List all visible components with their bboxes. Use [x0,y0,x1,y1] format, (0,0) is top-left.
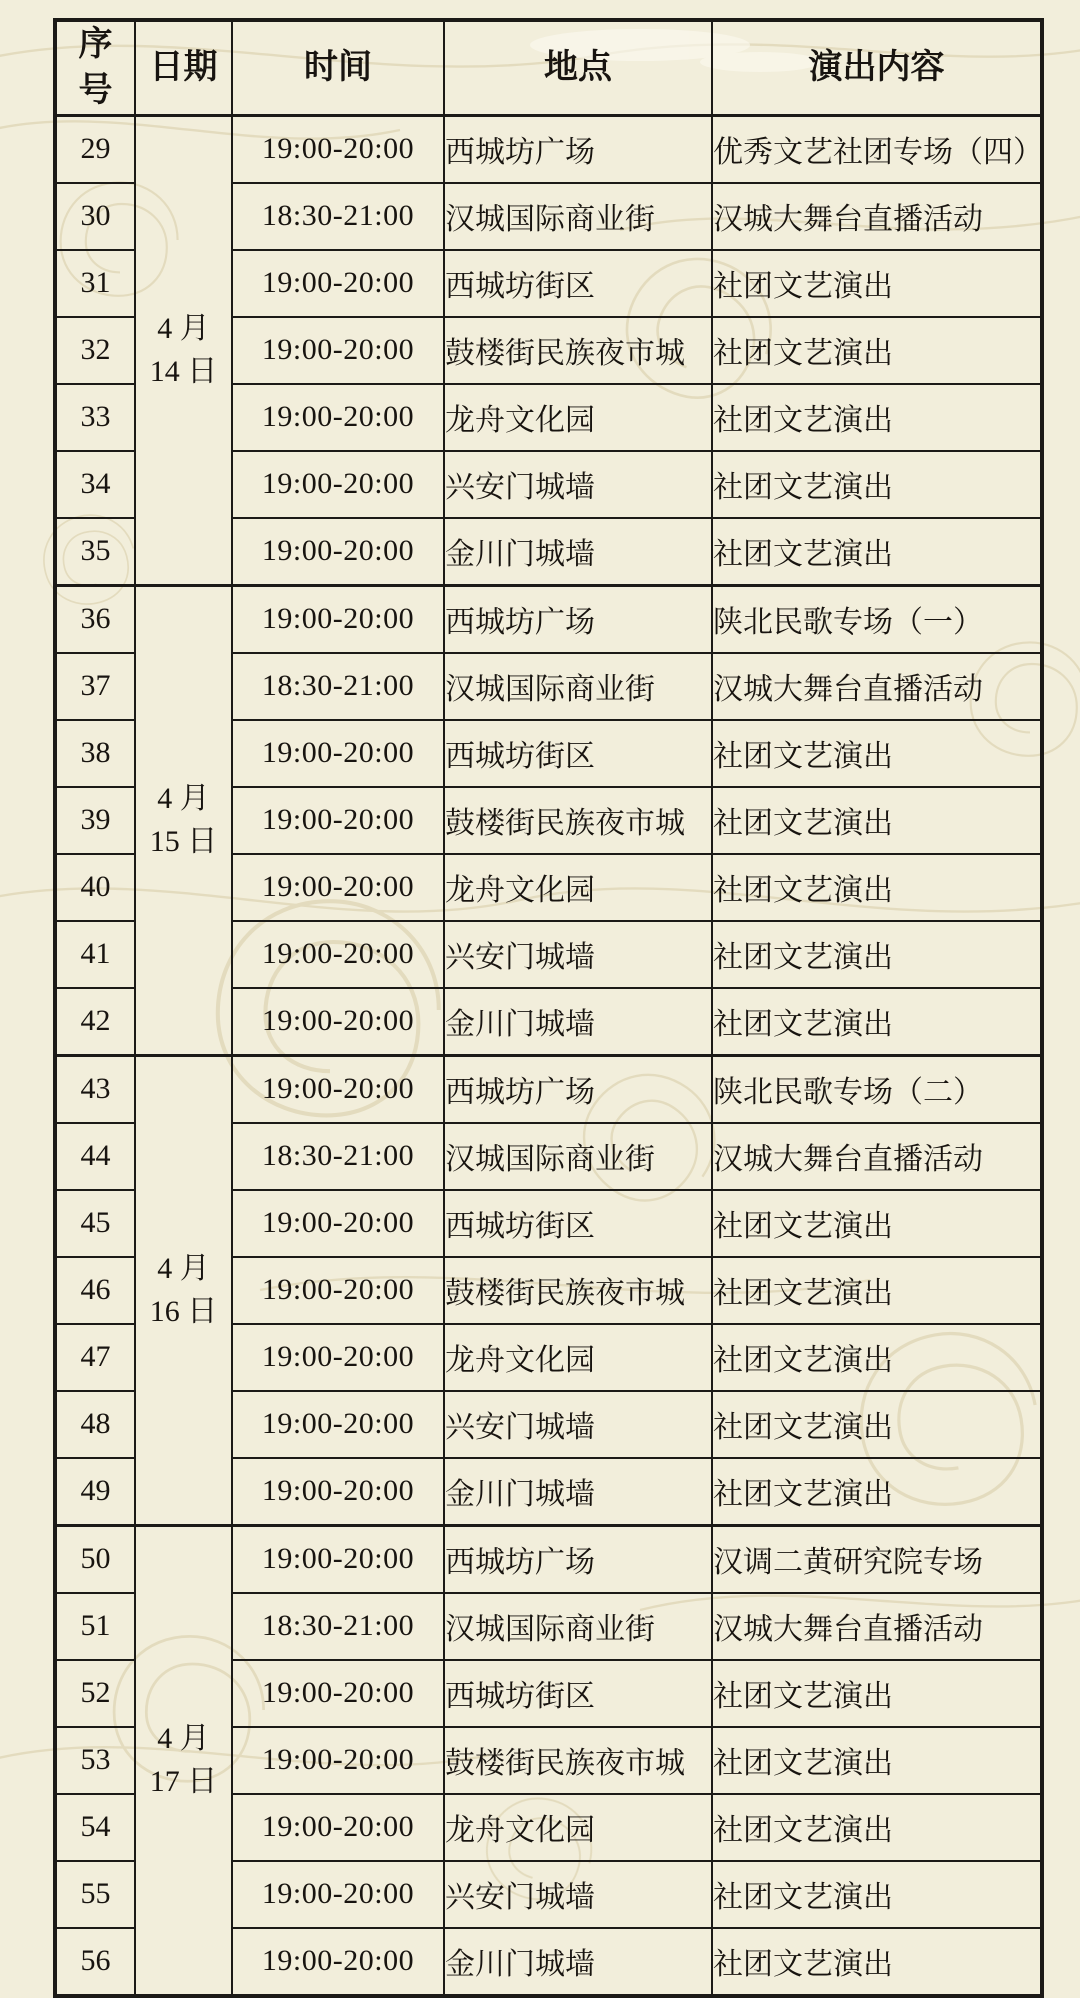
header-place: 地点 [444,20,712,115]
content-cell: 汉调二黄研究院专场 [712,1525,1042,1593]
place-cell: 兴安门城墙 [444,1391,712,1458]
content-cell: 社团文艺演出 [712,518,1042,586]
header-date: 日期 [135,20,232,115]
serial-number-cell: 49 [55,1458,135,1526]
place-cell: 鼓楼街民族夜市城 [444,317,712,384]
header-serial-number-label: 序号 [78,26,113,109]
date-line: 14 日 [149,355,218,389]
time-cell: 19:00-20:00 [232,317,444,384]
table-row [55,115,1042,183]
place-cell: 龙舟文化园 [444,1794,712,1861]
time-cell: 19:00-20:00 [232,854,444,921]
place-cell: 龙舟文化园 [444,1324,712,1391]
serial-number-cell: 53 [55,1727,135,1794]
time-cell: 19:00-20:00 [232,451,444,518]
schedule-body [55,115,1042,1996]
performance-schedule [53,18,1043,1998]
place-cell: 鼓楼街民族夜市城 [444,787,712,854]
time-cell: 19:00-20:00 [232,1458,444,1526]
place-cell: 西城坊广场 [444,1055,712,1123]
serial-number-cell: 56 [55,1928,135,1996]
date-cell [135,1055,232,1525]
content-cell: 汉城大舞台直播活动 [712,1593,1042,1660]
place-cell: 汉城国际商业街 [444,1593,712,1660]
place-cell: 龙舟文化园 [444,384,712,451]
content-cell: 社团文艺演出 [712,1391,1042,1458]
serial-number-cell: 42 [55,988,135,1056]
table-row [55,585,1042,653]
serial-number-cell: 31 [55,250,135,317]
content-cell: 社团文艺演出 [712,787,1042,854]
content-cell: 陕北民歌专场（二） [712,1055,1042,1123]
header-content: 演出内容 [712,20,1042,115]
time-cell: 19:00-20:00 [232,1324,444,1391]
content-cell: 社团文艺演出 [712,720,1042,787]
content-cell: 社团文艺演出 [712,1794,1042,1861]
serial-number-cell: 36 [55,585,135,653]
time-cell: 18:30-21:00 [232,1123,444,1190]
content-cell: 汉城大舞台直播活动 [712,653,1042,720]
date-cell [135,115,232,585]
date-line: 17 日 [149,1765,218,1799]
time-cell: 18:30-21:00 [232,653,444,720]
serial-number-cell: 35 [55,518,135,586]
time-cell: 19:00-20:00 [232,1727,444,1794]
header-time: 时间 [232,20,444,115]
content-cell: 社团文艺演出 [712,1660,1042,1727]
serial-number-cell: 55 [55,1861,135,1928]
serial-number-cell: 43 [55,1055,135,1123]
time-cell: 19:00-20:00 [232,720,444,787]
time-cell: 19:00-20:00 [232,1257,444,1324]
serial-number-cell: 46 [55,1257,135,1324]
time-cell: 19:00-20:00 [232,250,444,317]
time-cell: 19:00-20:00 [232,1861,444,1928]
date-line: 4 月 [157,1721,210,1755]
content-cell: 优秀文艺社团专场（四） [712,115,1042,183]
content-cell: 社团文艺演出 [712,988,1042,1056]
serial-number-cell: 52 [55,1660,135,1727]
date-line: 16 日 [149,1295,218,1329]
table-row [55,1525,1042,1593]
place-cell: 西城坊广场 [444,1525,712,1593]
time-cell: 19:00-20:00 [232,1190,444,1257]
date-line: 4 月 [157,1251,210,1285]
place-cell: 汉城国际商业街 [444,1123,712,1190]
date-cell [135,585,232,1055]
content-cell: 社团文艺演出 [712,1324,1042,1391]
place-cell: 金川门城墙 [444,988,712,1056]
serial-number-cell: 45 [55,1190,135,1257]
content-cell: 社团文艺演出 [712,854,1042,921]
place-cell: 鼓楼街民族夜市城 [444,1257,712,1324]
place-cell: 金川门城墙 [444,1928,712,1996]
serial-number-cell: 44 [55,1123,135,1190]
time-cell: 19:00-20:00 [232,1794,444,1861]
content-cell: 社团文艺演出 [712,1257,1042,1324]
place-cell: 兴安门城墙 [444,451,712,518]
date-line: 4 月 [157,311,210,345]
place-cell: 金川门城墙 [444,518,712,586]
content-cell: 汉城大舞台直播活动 [712,183,1042,250]
content-cell: 社团文艺演出 [712,1190,1042,1257]
time-cell: 19:00-20:00 [232,988,444,1056]
table-row [55,1055,1042,1123]
place-cell: 汉城国际商业街 [444,653,712,720]
time-cell: 19:00-20:00 [232,115,444,183]
place-cell: 西城坊广场 [444,115,712,183]
time-cell: 18:30-21:00 [232,1593,444,1660]
place-cell: 西城坊广场 [444,585,712,653]
place-cell: 汉城国际商业街 [444,183,712,250]
serial-number-cell: 34 [55,451,135,518]
content-cell: 汉城大舞台直播活动 [712,1123,1042,1190]
serial-number-cell: 51 [55,1593,135,1660]
time-cell: 19:00-20:00 [232,1928,444,1996]
content-cell: 社团文艺演出 [712,1861,1042,1928]
serial-number-cell: 48 [55,1391,135,1458]
time-cell: 19:00-20:00 [232,384,444,451]
serial-number-cell: 30 [55,183,135,250]
time-cell: 19:00-20:00 [232,787,444,854]
serial-number-cell: 40 [55,854,135,921]
header-row [55,20,1042,115]
content-cell: 社团文艺演出 [712,1727,1042,1794]
content-cell: 社团文艺演出 [712,1458,1042,1526]
serial-number-cell: 29 [55,115,135,183]
content-cell: 社团文艺演出 [712,384,1042,451]
time-cell: 19:00-20:00 [232,1055,444,1123]
serial-number-cell: 39 [55,787,135,854]
content-cell: 社团文艺演出 [712,1928,1042,1996]
time-cell: 19:00-20:00 [232,921,444,988]
serial-number-cell: 50 [55,1525,135,1593]
time-cell: 19:00-20:00 [232,1660,444,1727]
place-cell: 西城坊街区 [444,720,712,787]
place-cell: 西城坊街区 [444,250,712,317]
date-cell [135,1525,232,1996]
place-cell: 兴安门城墙 [444,921,712,988]
date-line: 15 日 [149,825,218,859]
serial-number-cell: 47 [55,1324,135,1391]
time-cell: 19:00-20:00 [232,1525,444,1593]
serial-number-cell: 32 [55,317,135,384]
time-cell: 19:00-20:00 [232,1391,444,1458]
serial-number-cell: 33 [55,384,135,451]
serial-number-cell: 38 [55,720,135,787]
serial-number-cell: 37 [55,653,135,720]
place-cell: 西城坊街区 [444,1660,712,1727]
content-cell: 陕北民歌专场（一） [712,585,1042,653]
content-cell: 社团文艺演出 [712,921,1042,988]
schedule-table [53,18,1044,1998]
place-cell: 鼓楼街民族夜市城 [444,1727,712,1794]
place-cell: 西城坊街区 [444,1190,712,1257]
header-serial-number [55,20,135,115]
time-cell: 19:00-20:00 [232,518,444,586]
place-cell: 龙舟文化园 [444,854,712,921]
place-cell: 兴安门城墙 [444,1861,712,1928]
content-cell: 社团文艺演出 [712,317,1042,384]
place-cell: 金川门城墙 [444,1458,712,1526]
time-cell: 18:30-21:00 [232,183,444,250]
date-line: 4 月 [157,781,210,815]
content-cell: 社团文艺演出 [712,451,1042,518]
serial-number-cell: 54 [55,1794,135,1861]
content-cell: 社团文艺演出 [712,250,1042,317]
serial-number-cell: 41 [55,921,135,988]
time-cell: 19:00-20:00 [232,585,444,653]
